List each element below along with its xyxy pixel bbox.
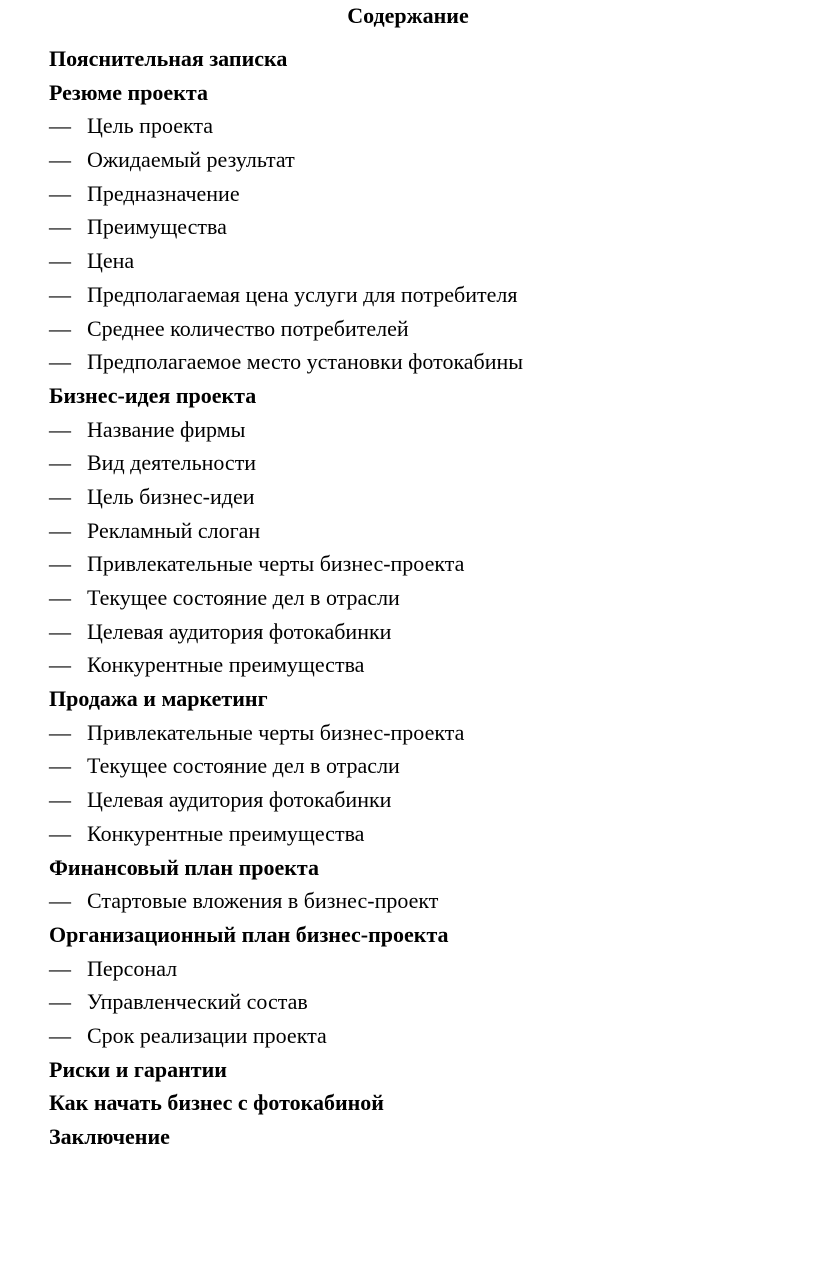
toc-section-heading: Финансовый план проекта — [49, 854, 319, 880]
toc-item-label: Привлекательные черты бизнес-проекта — [87, 551, 465, 577]
dash-bullet-icon: — — [49, 517, 71, 543]
toc-item-label: Целевая аудитория фотокабинки — [87, 787, 392, 813]
page-title: Содержание — [347, 3, 469, 28]
dash-bullet-icon: — — [49, 585, 71, 610]
toc-item-label: Предполагаемое место установки фотокабины — [87, 349, 524, 375]
toc-item-label: Ожидаемый результат — [87, 147, 295, 173]
toc-item-label: Персонал — [87, 955, 178, 981]
table-of-contents — [49, 42, 523, 1154]
toc-item — [49, 783, 523, 817]
toc-item — [49, 547, 523, 581]
toc-item — [49, 177, 523, 211]
toc-item — [49, 514, 523, 548]
toc-item — [49, 581, 523, 615]
toc-section-heading: Продажа и маркетинг — [49, 686, 268, 712]
toc-item-label: Стартовые вложения в бизнес-проект — [87, 888, 439, 914]
toc-item — [49, 244, 523, 278]
toc-item-label: Цель бизнес-идеи — [87, 483, 255, 509]
dash-bullet-icon: — — [49, 753, 71, 779]
toc-section-heading: Бизнес-идея проекта — [49, 382, 257, 408]
dash-bullet-icon: — — [49, 888, 71, 914]
toc-item — [49, 312, 523, 346]
toc-item-label: Вид деятельности — [87, 450, 257, 476]
dash-bullet-icon: — — [49, 719, 71, 745]
dash-bullet-icon: — — [49, 248, 71, 274]
toc-item — [49, 985, 523, 1019]
dash-bullet-icon: — — [49, 551, 71, 577]
dash-bullet-icon: — — [49, 955, 71, 981]
toc-item — [49, 210, 523, 244]
toc-item — [49, 1019, 523, 1053]
toc-section-heading: Организационный план бизнес-проекта — [49, 921, 449, 947]
toc-section-heading: Пояснительная записка — [49, 46, 288, 71]
dash-bullet-icon: — — [49, 281, 71, 307]
dash-bullet-icon: — — [49, 416, 71, 442]
dash-bullet-icon: — — [49, 787, 71, 813]
dash-bullet-icon: — — [49, 820, 71, 846]
toc-item — [49, 884, 523, 918]
toc-item-label: Привлекательные черты бизнес-проекта — [87, 719, 465, 745]
dash-bullet-icon: — — [49, 1022, 71, 1048]
toc-section-heading: Риски и гарантии — [49, 1056, 227, 1082]
dash-bullet-icon: — — [49, 180, 71, 206]
dash-bullet-icon: — — [49, 618, 71, 644]
toc-item — [49, 278, 523, 312]
toc-item-label: Преимущества — [87, 214, 227, 240]
toc-item — [49, 952, 523, 986]
toc-item — [49, 446, 523, 480]
toc-item — [49, 615, 523, 649]
toc-item-label: Управленческий состав — [87, 989, 308, 1015]
toc-item — [49, 109, 523, 143]
dash-bullet-icon: — — [49, 483, 71, 509]
toc-item-label: Текущее состояние дел в отрасли — [87, 753, 400, 779]
toc-item — [49, 817, 523, 851]
toc-item-label: Срок реализации проекта — [87, 1022, 327, 1048]
toc-item — [49, 413, 523, 447]
toc-item-label: Текущее состояние дел в отрасли — [87, 585, 400, 610]
dash-bullet-icon: — — [49, 214, 71, 240]
toc-section-heading: Как начать бизнес с фотокабиной — [49, 1090, 384, 1116]
toc-item-label: Целевая аудитория фотокабинки — [87, 618, 392, 644]
toc-item-label: Предназначение — [87, 180, 240, 206]
toc-item — [49, 143, 523, 177]
dash-bullet-icon: — — [49, 315, 71, 341]
dash-bullet-icon: — — [49, 113, 71, 139]
toc-item — [49, 345, 523, 379]
toc-item-label: Конкурентные преимущества — [87, 820, 365, 846]
toc-item-label: Цель проекта — [87, 113, 214, 139]
toc-item-label: Название фирмы — [87, 416, 246, 442]
dash-bullet-icon: — — [49, 450, 71, 476]
toc-item — [49, 648, 523, 682]
toc-item — [49, 749, 523, 783]
toc-item-label: Цена — [87, 248, 135, 274]
toc-section-heading: Заключение — [49, 1124, 170, 1149]
toc-item-label: Конкурентные преимущества — [87, 652, 365, 678]
toc-item — [49, 480, 523, 514]
dash-bullet-icon: — — [49, 147, 71, 173]
toc-item-label: Предполагаемая цена услуги для потребителя — [87, 281, 518, 307]
dash-bullet-icon: — — [49, 652, 71, 678]
toc-item-label: Среднее количество потребителей — [87, 315, 409, 341]
toc-item — [49, 716, 523, 750]
dash-bullet-icon: — — [49, 349, 71, 375]
toc-item-label: Рекламный слоган — [87, 517, 261, 543]
dash-bullet-icon: — — [49, 989, 71, 1015]
toc-section-heading: Резюме проекта — [49, 79, 208, 105]
